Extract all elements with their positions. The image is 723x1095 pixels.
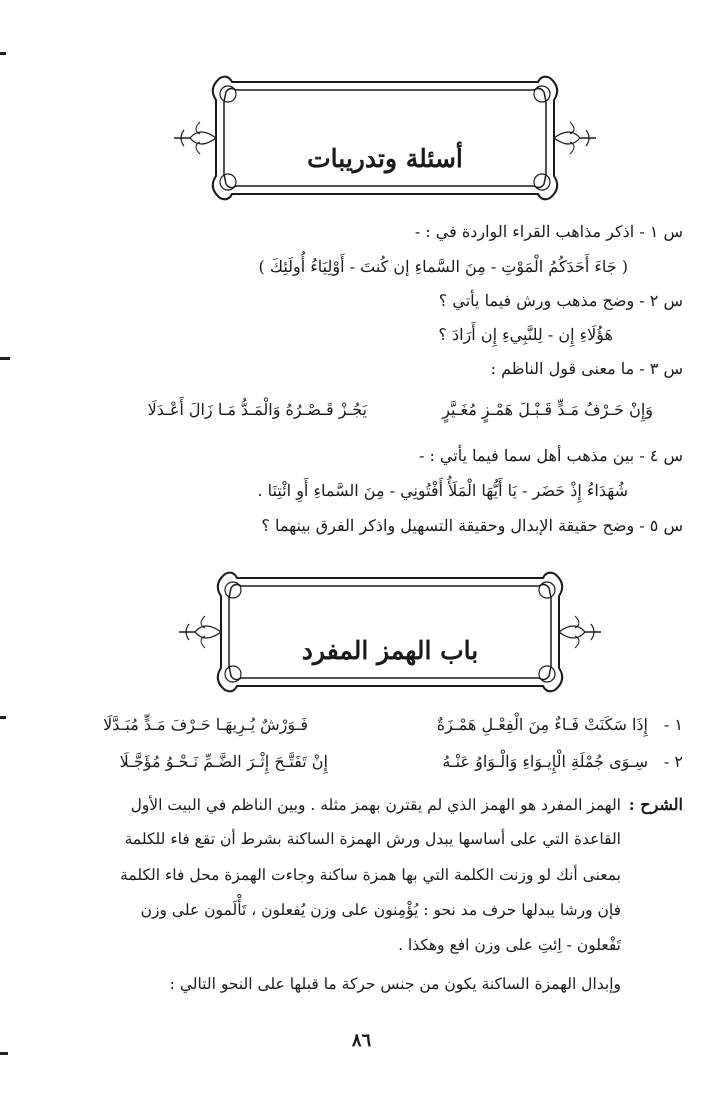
question-text: وضح مذهب ورش فيما يأتي ؟ xyxy=(438,291,635,310)
page-number: ٨٦ xyxy=(351,1030,372,1051)
question-example: شُهَدَاءُ إِذْ حَضَر - يَا أَيُّهَا الْمَلَأُ أَفْتُونِي - مِنَ السَّماءِ أَوِ ائْتِنَا . xyxy=(257,481,628,500)
question-label: س ١ - xyxy=(639,222,683,241)
verse-left-hemistich: يَجُـزْ قَـصْـرُهُ وَالْمَـدُّ مَـا زَالَ أَعْـدَلَا xyxy=(147,400,367,419)
sharh-line: القاعدة التي على أساسها يبدل ورش الهمزة الساكنة بشرط أن تقع فاء للكلمة xyxy=(124,830,621,848)
question-4 xyxy=(419,446,683,465)
sharh-line: تَفْعلون - اِئتِ على وزن افع وهكذا . xyxy=(398,936,621,954)
question-2 xyxy=(439,291,683,310)
sharh-line: بمعنى أنك لو وزنت الكلمة التي بها همزة ساكنة وجاءت الهمزة محل فاء الكلمة xyxy=(120,866,621,884)
verse-left-hemistich: إِنْ تَفَتَّـحَ إِثْـرَ الضَّـمِّ نَـحْـوُ مُؤَجَّـلَا xyxy=(119,752,328,771)
scan-mark xyxy=(0,1052,8,1055)
section-title-frame xyxy=(170,72,600,204)
question-example: هَؤُلَاءِ إِن - لِلنَّبِيءِ إِن أَرَادَ ؟ xyxy=(438,325,613,344)
verse-right-hemistich: وَإِنْ حَـرْفُ مَـدٍّ قَـبْـلَ هَمْـزٍ مُغَـيَّرٍ xyxy=(442,400,653,419)
question-text: ما معنى قول الناظم : xyxy=(490,359,635,378)
question-label: س ٤ - xyxy=(639,446,683,465)
scan-mark xyxy=(0,52,6,55)
ornament-frame-icon xyxy=(175,568,605,696)
sharh-label: الشرح : xyxy=(628,795,683,814)
sharh-line: الهمز المفرد هو الهمز الذي لم يقترن بهمز مثله . وبين الناظم في البيت الأول xyxy=(130,796,621,814)
question-text: بين مذهب أهل سما فيما يأتي : - xyxy=(418,446,635,465)
question-label: س ٥ - xyxy=(639,516,683,535)
verse-right-hemistich: سِـوَى جُمْلَةِ الْإِيـوَاءِ وَالْـوَاوُ عَنْـهُ xyxy=(442,752,648,771)
verse-number: ٢ - xyxy=(663,752,683,771)
ornament-frame-icon xyxy=(170,72,600,204)
sharh-line: فإن ورشا يبدلها حرف مد نحو : يُؤْمِنون على وزن يُفعلون ، تَأْلَمون على وزن xyxy=(140,901,621,919)
section-title: أسئلة وتدريبات xyxy=(307,144,463,173)
question-label: س ٣ - xyxy=(639,359,683,378)
question-example: ( جَاءَ أَحَدَكُمُ الْمَوْتِ - مِنَ السَّماءِ إن كُنتَ - أَوْلِيَاءُ أُولَئِكَ ) xyxy=(258,257,628,276)
scan-mark xyxy=(0,357,10,360)
question-text: اذكر مذاهب القراء الواردة في : - xyxy=(414,222,635,241)
section-title-frame xyxy=(175,568,605,696)
question-label: س ٢ - xyxy=(639,291,683,310)
question-5 xyxy=(261,516,683,535)
section-title: باب الهمز المفرد xyxy=(301,636,479,665)
verse-right-hemistich: إِذَا سَكَنَتْ فَـاءٌ مِنَ الْفِعْـلِ هَمْـزَةٌ xyxy=(436,715,648,734)
question-1 xyxy=(415,222,683,241)
closing-line: وإبدال الهمزة الساكنة يكون من جنس حركة ما قبلها على النحو التالي : xyxy=(169,975,621,993)
verse-number: ١ - xyxy=(663,715,683,734)
verse-left-hemistich: فَـوَرْشٌ يُـرِيهَـا حَـرْفَ مَـدٍّ مُبَـدَّلَا xyxy=(103,715,308,734)
scan-mark xyxy=(0,716,6,719)
question-text: وضح حقيقة الإبدال وحقيقة التسهيل واذكر الفرق بينهما ؟ xyxy=(261,516,635,535)
question-3 xyxy=(491,359,683,378)
